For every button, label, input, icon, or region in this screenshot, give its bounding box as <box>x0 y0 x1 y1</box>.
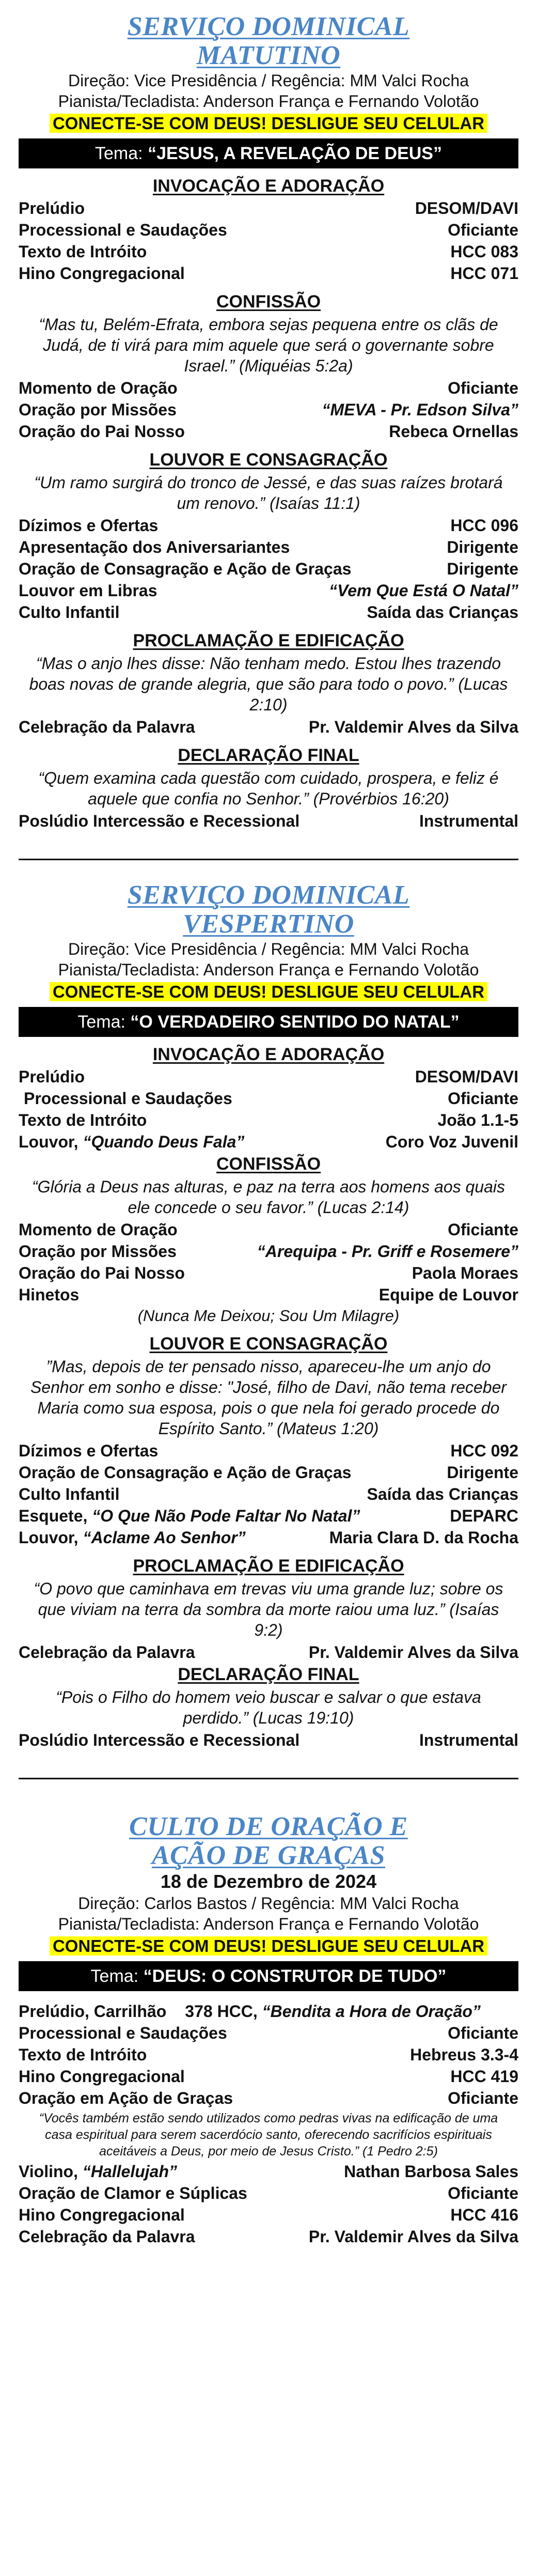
phone-banner-text: CONECTE-SE COM DEUS! DESLIGUE SEU CELULAR <box>50 1936 487 1956</box>
row-responsible: “Arequipa - Pr. Griff e Rosemere” <box>257 1242 518 1261</box>
row-hymn-number: 378 HCC, <box>185 2002 258 2021</box>
row-item-label: Louvor, <box>19 1528 78 1547</box>
row-responsible: João 1.1-5 <box>437 1111 518 1129</box>
theme-prefix: Tema: <box>90 1966 139 1986</box>
program-row <box>19 2044 518 2066</box>
row-responsible: Oficiante <box>448 379 518 397</box>
row-item <box>19 2161 177 2182</box>
program-row <box>19 1440 518 1462</box>
program-row <box>19 2226 518 2247</box>
section-heading: PROCLAMAÇÃO E EDIFICAÇÃO <box>133 1556 404 1576</box>
theme-text: “DEUS: O CONSTRUTOR DE TUDO” <box>143 1966 447 1986</box>
row-responsible: DEPARC <box>450 1507 518 1525</box>
row-item: Oração do Pai Nosso <box>19 422 185 441</box>
scripture-quote: “Um ramo surgirá do tronco de Jessé, e das suas raízes brotará um renovo.” (Isaías 11:1) <box>34 473 503 513</box>
program-row <box>19 1088 518 1109</box>
theme-text: “JESUS, A REVELAÇÃO DE DEUS” <box>148 144 442 163</box>
program-row <box>19 2000 518 2022</box>
row-item: Oração em Ação de Graças <box>19 2089 233 2107</box>
row-item: Hino Congregacional <box>19 2067 185 2086</box>
phone-banner <box>19 113 518 134</box>
row-responsible: HCC 083 <box>450 242 518 261</box>
program-row <box>19 601 518 623</box>
row-item-label: Esquete, <box>19 1507 88 1525</box>
row-responsible: Oficiante <box>448 221 518 239</box>
row-item: Momento de Oração <box>19 1220 178 1239</box>
section-heading: PROCLAMAÇÃO E EDIFICAÇÃO <box>133 631 404 650</box>
row-responsible: Hebreus 3.3-4 <box>410 2045 518 2064</box>
program-row <box>19 421 518 442</box>
row-item: Oração por Missões <box>19 1242 177 1261</box>
section-heading: DECLARAÇÃO FINAL <box>178 746 359 765</box>
phone-banner <box>19 981 518 1003</box>
row-item: Oração por Missões <box>19 400 177 419</box>
phone-banner <box>19 1935 518 1957</box>
service-title-line1: SERVIÇO DOMINICAL <box>127 880 410 910</box>
direction-line: Direção: Carlos Bastos / Regência: MM Valci Rocha <box>78 1894 459 1913</box>
row-item-title: “Aclame Ao Senhor” <box>83 1528 246 1547</box>
scripture-quote: ”Mas, depois de ter pensado nisso, apareceu-lhe um anjo do Senhor em sonho e disse: "José, filho de Davi, não tema receber Maria como sua esposa, pois o que nela foi gerado procede do Espírito Santo.” (Mateus 1:20) <box>30 1357 507 1438</box>
pianists-line: Pianista/Tecladista: Anderson França e Fernando Volotão <box>58 1915 479 1933</box>
section-heading: LOUVOR E CONSAGRAÇÃO <box>149 1334 388 1354</box>
pianists-line: Pianista/Tecladista: Anderson França e Fernando Volotão <box>58 960 479 979</box>
program-row <box>19 1219 518 1240</box>
row-item-label: Louvor, <box>19 1132 78 1151</box>
service-title <box>19 881 518 939</box>
row-item: Dízimos e Ofertas <box>19 516 159 535</box>
row-responsible: HCC 416 <box>450 2206 518 2224</box>
row-item: Texto de Intróito <box>19 242 147 261</box>
program-row <box>19 1483 518 1505</box>
row-responsible: Oficiante <box>448 2089 518 2107</box>
row-responsible: Paola Moraes <box>412 1264 518 1282</box>
hymn-list-note: (Nunca Me Deixou; Sou Um Milagre) <box>137 1307 400 1325</box>
program-row <box>19 536 518 558</box>
service-matutino <box>19 0 518 860</box>
service-title <box>19 1812 518 1870</box>
row-responsible: Pr. Valdemir Alves da Silva <box>308 1643 518 1662</box>
section-heading: LOUVOR E CONSAGRAÇÃO <box>149 450 388 470</box>
row-item: Oração de Consagração e Ação de Graças <box>19 560 352 578</box>
row-item: Dízimos e Ofertas <box>19 1441 159 1460</box>
row-item: Culto Infantil <box>19 603 120 622</box>
program-row <box>19 2182 518 2204</box>
scripture-quote: “Mas tu, Belém-Efrata, embora sejas pequena entre os clãs de Judá, de ti virá para mim aquele que será o governante sobre Israel.” (Miquéias 5:2a) <box>39 315 498 375</box>
row-hymn-title: “Bendita a Hora de Oração” <box>262 2002 481 2021</box>
row-item: Processional e Saudações <box>19 221 227 239</box>
row-item: Poslúdio Intercessão e Recessional <box>19 812 300 830</box>
row-responsible: Dirigente <box>447 560 518 578</box>
direction-line: Direção: Vice Presidência / Regência: MM Valci Rocha <box>68 71 469 90</box>
row-responsible: Saída das Crianças <box>367 603 518 622</box>
row-responsible: Equipe de Louvor <box>378 1285 518 1304</box>
service-vespertino <box>19 860 518 1779</box>
row-responsible: Instrumental <box>419 1731 518 1749</box>
program-row <box>19 2022 518 2044</box>
program-row <box>19 716 518 738</box>
service-title <box>19 12 518 70</box>
row-responsible: Maria Clara D. da Rocha <box>329 1528 518 1547</box>
service-title-line1: SERVIÇO DOMINICAL <box>127 12 410 41</box>
row-item: Culto Infantil <box>19 1485 120 1503</box>
row-item-title: “O Que Não Pode Faltar No Natal” <box>92 1507 360 1525</box>
service-title-line2: AÇÃO DE GRAÇAS <box>151 1841 386 1870</box>
row-item <box>19 1527 246 1548</box>
row-item-label: Violino, <box>19 2162 78 2181</box>
row-responsible: HCC 092 <box>450 1441 518 1460</box>
phone-banner-text: CONECTE-SE COM DEUS! DESLIGUE SEU CELULAR <box>50 114 487 133</box>
program-row <box>19 197 518 219</box>
program-row <box>19 1066 518 1088</box>
row-responsible: Dirigente <box>447 538 518 556</box>
program-row <box>19 1462 518 1483</box>
program-row <box>19 1131 518 1153</box>
service-title-line2: MATUTINO <box>196 41 341 70</box>
program-row <box>19 399 518 421</box>
service-title-line1: CULTO DE ORAÇÃO E <box>129 1812 408 1841</box>
row-responsible: DESOM/DAVI <box>415 199 518 218</box>
section-heading: CONFISSÃO <box>216 1154 321 1174</box>
row-responsible: Oficiante <box>448 1220 518 1239</box>
theme-bar <box>19 138 518 168</box>
scripture-quote: “O povo que caminhava em trevas viu uma grande luz; sobre os que viviam na terra da sombra da morte raiou uma luz.” (Isaías 9:2) <box>34 1579 503 1639</box>
program-row <box>19 1729 518 1751</box>
program-row <box>19 1505 518 1527</box>
row-item-title: “Hallelujah” <box>82 2162 178 2181</box>
section-heading: CONFISSÃO <box>216 292 321 312</box>
program-row <box>19 262 518 284</box>
row-item: Hino Congregacional <box>19 2206 185 2224</box>
program-row <box>19 1240 518 1262</box>
theme-bar <box>19 1007 518 1037</box>
pianists-line: Pianista/Tecladista: Anderson França e Fernando Volotão <box>58 92 479 111</box>
program-row <box>19 1527 518 1548</box>
phone-banner-text: CONECTE-SE COM DEUS! DESLIGUE SEU CELULAR <box>50 982 487 1001</box>
row-item: Celebração da Palavra <box>19 1643 195 1662</box>
theme-text: “O VERDADEIRO SENTIDO DO NATAL” <box>130 1012 460 1032</box>
program-row <box>19 2161 518 2182</box>
row-responsible: Dirigente <box>447 1463 518 1482</box>
scripture-quote: “Mas o anjo lhes disse: Não tenham medo. Estou lhes trazendo boas novas de grande alegria, que são para todo o povo.” (Lucas 2:10) <box>29 654 508 714</box>
row-item: Hinetos <box>19 1285 80 1304</box>
theme-prefix: Tema: <box>77 1012 125 1032</box>
row-item-title: “Quando Deus Fala” <box>83 1132 245 1151</box>
row-item: Louvor em Libras <box>19 581 157 600</box>
program-row <box>19 515 518 536</box>
row-item: Hino Congregacional <box>19 264 185 283</box>
program-row <box>19 2087 518 2109</box>
row-item <box>19 1131 244 1153</box>
row-item: Celebração da Palavra <box>19 2227 195 2246</box>
scripture-quote: “Quem examina cada questão com cuidado, prospera, e feliz é aquele que confia no Senhor.” (Provérbios 16:20) <box>38 769 499 808</box>
row-responsible: “Vem Que Está O Natal” <box>329 581 518 600</box>
program-row <box>19 810 518 832</box>
program-row <box>19 377 518 399</box>
row-item: Prelúdio <box>19 1067 85 1086</box>
row-responsible: Oficiante <box>448 2024 518 2042</box>
section-heading: INVOCAÇÃO E ADORAÇÃO <box>152 1045 385 1064</box>
row-item: Texto de Intróito <box>19 1111 147 1129</box>
program-row <box>19 241 518 262</box>
row-item: Processional e Saudações <box>24 1089 232 1108</box>
row-responsible: HCC 071 <box>450 264 518 283</box>
program-row <box>19 2204 518 2226</box>
program-row <box>19 1641 518 1663</box>
scripture-quote: “Glória a Deus nas alturas, e paz na terra aos homens aos quais ele concede o seu favor.” (Lucas 2:14) <box>31 1177 506 1217</box>
row-responsible: Oficiante <box>448 2184 518 2202</box>
row-responsible: Nathan Barbosa Sales <box>344 2162 518 2181</box>
row-responsible: Oficiante <box>448 1089 518 1108</box>
program-row <box>19 1284 518 1306</box>
service-date: 18 de Dezembro de 2024 <box>160 1871 377 1892</box>
row-item: Poslúdio Intercessão e Recessional <box>19 1731 300 1749</box>
row-item: Processional e Saudações <box>19 2024 227 2042</box>
program-row <box>19 1109 518 1131</box>
row-item: Oração de Consagração e Ação de Graças <box>19 1463 352 1482</box>
row-item: Prelúdio, Carrilhão <box>19 2002 167 2021</box>
row-responsible: Coro Voz Juvenil <box>385 1132 518 1151</box>
scripture-quote: “Vocês também estão sendo utilizados como pedras vivas na edificação de uma casa espiritual para serem sacerdócio santo, oferecendo sacrifícios espirituais aceitáveis a Deus, por meio de Jesus Cristo.” (1 Pedro 2:5) <box>39 2111 498 2159</box>
row-item: Texto de Intróito <box>19 2045 147 2064</box>
scripture-quote: “Pois o Filho do homem veio buscar e salvar o que estava perdido.” (Lucas 19:10) <box>56 1688 481 1727</box>
section-heading: INVOCAÇÃO E ADORAÇÃO <box>152 176 385 196</box>
row-item <box>19 1505 360 1527</box>
row-item: Celebração da Palavra <box>19 718 195 736</box>
row-item: Prelúdio <box>19 199 85 218</box>
theme-bar <box>19 1961 518 1991</box>
row-responsible: Pr. Valdemir Alves da Silva <box>308 2227 518 2246</box>
row-responsible: Rebeca Ornellas <box>389 422 518 441</box>
service-oracao <box>19 1779 518 2247</box>
theme-prefix: Tema: <box>95 144 143 163</box>
row-item: Momento de Oração <box>19 379 178 397</box>
row-item: Apresentação dos Aniversariantes <box>19 538 290 556</box>
service-title-line2: VESPERTINO <box>183 909 354 939</box>
row-responsible: DESOM/DAVI <box>415 1067 518 1086</box>
program-row <box>19 219 518 241</box>
row-item: Oração do Pai Nosso <box>19 1264 185 1282</box>
row-responsible: HCC 419 <box>450 2067 518 2086</box>
program-row <box>19 580 518 601</box>
row-hymn <box>185 2000 481 2022</box>
row-item: Oração de Clamor e Súplicas <box>19 2184 247 2202</box>
section-heading: DECLARAÇÃO FINAL <box>178 1665 359 1684</box>
row-responsible: “MEVA - Pr. Edson Silva” <box>322 400 518 419</box>
direction-line: Direção: Vice Presidência / Regência: MM Valci Rocha <box>68 940 469 958</box>
row-responsible: Instrumental <box>419 812 518 830</box>
program-row <box>19 1262 518 1284</box>
program-row <box>19 558 518 580</box>
row-responsible: HCC 096 <box>450 516 518 535</box>
row-responsible: Saída das Crianças <box>367 1485 518 1503</box>
program-row <box>19 2066 518 2087</box>
row-responsible: Pr. Valdemir Alves da Silva <box>308 718 518 736</box>
